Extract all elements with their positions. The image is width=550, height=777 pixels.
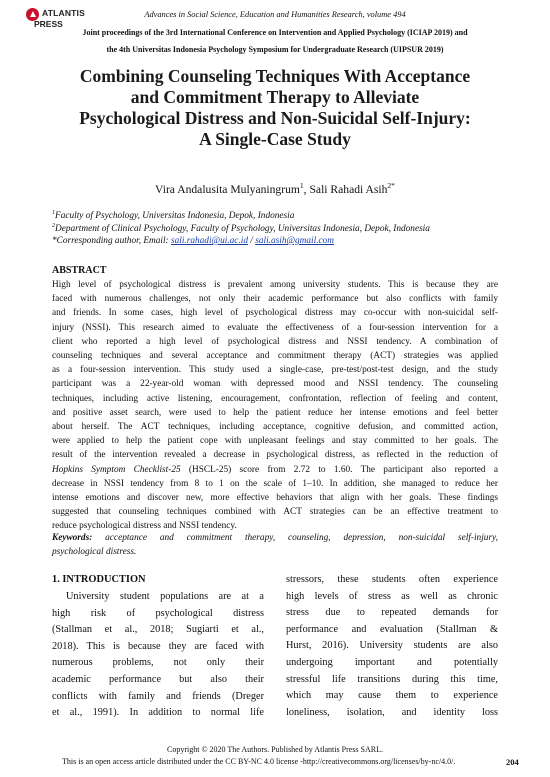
title-line: Psychological Distress and Non-Suicidal Self-Injury:: [79, 108, 471, 128]
abstract-line: High level of psychological distress is prevalent among university students. This is because they are: [52, 280, 498, 290]
body-line: loneliness, isolation, and identity loss: [286, 706, 498, 718]
email-separator: /: [247, 236, 256, 246]
body-line: undergoing important and potentially: [286, 656, 498, 668]
affiliations: [52, 210, 430, 248]
proceedings-header-line2: the 4th Universitas Indonesia Psychology Symposium for Undergraduate Research (UIPSUR 2019): [106, 45, 444, 54]
author-affil-mark: 1: [299, 181, 304, 191]
title-line: A Single-Case Study: [199, 129, 351, 149]
paper-title: [40, 66, 510, 150]
abstract-line: counseling techniques and several acceptance and commitment therapy (ACT) strategies was applied: [52, 351, 498, 362]
corresponding-label: *Corresponding author, Email:: [52, 236, 171, 246]
keywords-line: psychological distress.: [52, 547, 137, 557]
license-footer: This is an open access article distributed under the CC BY-NC 4.0 license -http://creativecommons.org/licenses/by-nc/4.0/.: [62, 757, 456, 766]
abstract-line: intense emotions and discover new, more effective behaviors that align with her goals. These findings: [52, 493, 498, 504]
body-line: stress due to repeated demands for: [286, 607, 498, 619]
copyright-footer: Copyright © 2020 The Authors. Published by Atlantis Press SARL.: [167, 745, 383, 754]
keywords-label: Keywords:: [52, 533, 93, 543]
affiliation-1: [52, 210, 430, 223]
body-line: stressors, these students often experience: [286, 574, 498, 585]
body-line: high levels of stress as well as chronic: [286, 590, 498, 602]
body-line: which may cause them to experience: [286, 690, 498, 702]
abstract-line: client who reported a high level of psychological distress and NSSI tendency. A combination of: [52, 336, 498, 347]
affil-mark: 1: [52, 209, 56, 216]
abstract-line: as a four-session intervention. This study used a single-case, pre-test/post-test design, and the study: [52, 365, 498, 376]
author-name: Vira Andalusita Mulyaningrum: [155, 183, 300, 196]
body-line: conflicts with family and friends (Dreger: [52, 690, 264, 702]
keywords-line: [52, 531, 498, 545]
body-line: performance and evaluation (Stallman &: [286, 623, 498, 635]
keywords-text: acceptance and commitment therapy, counseling, depression, non-suicidal self-injury,: [92, 533, 498, 543]
abstract-body: [52, 278, 498, 534]
logo-text-line1: ATLANTIS: [42, 8, 85, 18]
intro-left-column: [52, 589, 264, 722]
body-line: academic performance but also their: [52, 673, 264, 685]
abstract-line: and friends. In some cases, high level of psychological distress may co-occur with non-suicidal self-: [52, 308, 498, 319]
abstract-line: participant was a 22-year-old woman with depressed mood and NSSI tendency. The counseling: [52, 379, 498, 390]
author-list: [0, 183, 550, 196]
body-line: numerous problems, not only their: [52, 657, 264, 669]
email-link-1[interactable]: sali.rahadi@ui.ac.id: [170, 236, 248, 246]
abstract-line: and positive asset search, were used to help the patient reduce her intense emotions and feel better: [52, 407, 498, 418]
abstract-line: reduce psychological distress and NSSI tendency.: [52, 521, 237, 532]
body-line: Hurst, 2016). University students are also: [286, 640, 498, 652]
instrument-name: Hopkins Symptom Checklist-25: [52, 464, 181, 475]
email-link-2[interactable]: sali.asih@gmail.com: [255, 236, 335, 246]
author-separator: ,: [303, 183, 310, 196]
abstract-line: suggested that counseling techniques combined with ACT strategies can be an effective treatment to: [52, 507, 498, 518]
author-name: Sali Rahadi Asih: [309, 183, 388, 196]
body-line: University student populations are at a: [66, 591, 264, 602]
abstract-line: faced with numerous challenges, not only their academic performance but also conflicts with family: [52, 294, 498, 305]
affil-text: Faculty of Psychology, Universitas Indonesia, Depok, Indonesia: [55, 211, 295, 221]
abstract-line: decrease in NSSI tendency from 8 to 1 on the scale of 1–10. In addition, she managed to reduce her: [52, 478, 498, 489]
title-line: and Commitment Therapy to Alleviate: [130, 87, 420, 107]
affil-mark: 2: [52, 222, 56, 229]
series-header: Advances in Social Science, Education and Humanities Research, volume 494: [144, 10, 406, 19]
page-number: 204: [506, 757, 519, 767]
body-line: high risk of psychological distress: [52, 607, 264, 619]
abstract-line: injury (NSSI). This research aimed to evaluate the effectiveness of a four-session intervention for a: [52, 322, 498, 333]
intro-right-column: [286, 572, 498, 721]
abstract-line: [52, 463, 498, 477]
logo-text-line2: PRESS: [34, 19, 63, 29]
title-line: Combining Counseling Techniques With Acceptance: [79, 66, 471, 86]
body-line: stressful life transitions during this time,: [286, 673, 498, 685]
proceedings-header-line1: Joint proceedings of the 3rd International Conference on Intervention and Applied Psychology (ICIAP 2019) and: [82, 28, 468, 37]
body-line: et al., 1991). In addition to normal life: [52, 707, 264, 719]
corresponding-author: [52, 235, 430, 248]
affiliation-2: [52, 223, 430, 236]
abstract-line-rest: (HSCL-25) score from 2.72 to 1.60. The participant also reported a: [180, 464, 498, 475]
abstract-heading: ABSTRACT: [52, 265, 107, 276]
keywords: [52, 531, 498, 559]
abstract-line: about herself. The ACT techniques, including acceptance, cognitive defusion, and committed action,: [52, 422, 498, 433]
author-affil-mark: 2*: [387, 181, 395, 191]
abstract-line: techniques, including active listening, encouragement, confrontation, reflection of feeling and content,: [52, 393, 498, 404]
abstract-line: were applied to help the patient cope with unpleasant feelings and stay committed to her goals. The: [52, 436, 498, 447]
abstract-line: result of the intervention revealed a decrease in psychological distress, as reflected in the reduction of: [52, 450, 498, 461]
body-line: (Stallman et al., 2018; Sugiarti et al.,: [52, 624, 264, 636]
affil-text: Department of Clinical Psychology, Faculty of Psychology, Universitas Indonesia, Depok, Indonesia: [55, 223, 430, 234]
body-line: 2018). This is because they are faced with: [52, 640, 264, 652]
section-heading-introduction: 1. INTRODUCTION: [52, 574, 146, 585]
